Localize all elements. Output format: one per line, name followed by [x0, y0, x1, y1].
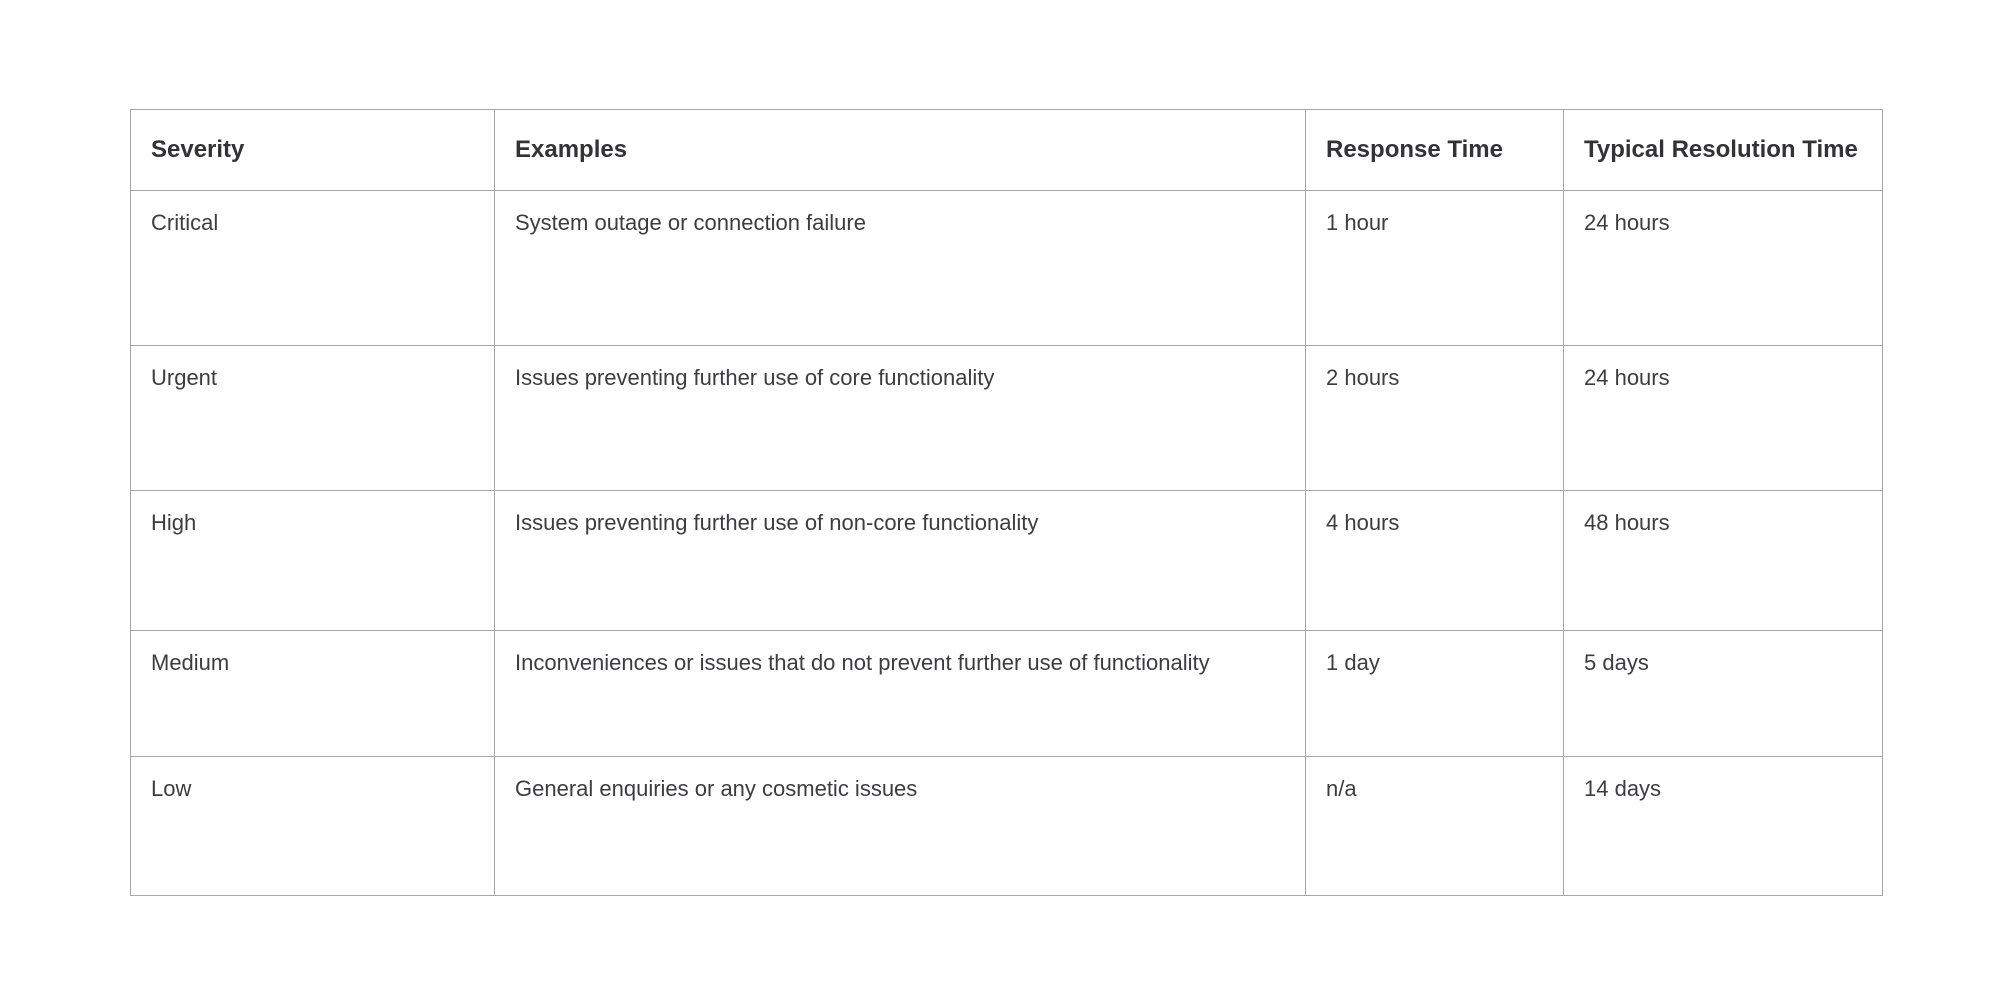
- examples-cell: Inconveniences or issues that do not prevent further use of functionality: [495, 631, 1306, 757]
- severity-table-container: [130, 109, 1882, 896]
- severity-cell: Medium: [131, 631, 495, 757]
- table-body: [131, 191, 1883, 896]
- table-row: [131, 191, 1883, 346]
- header-row: [131, 110, 1883, 191]
- table-header: [131, 110, 1883, 191]
- severity-cell: Urgent: [131, 346, 495, 491]
- resolution-time-cell: 5 days: [1564, 631, 1883, 757]
- examples-cell: System outage or connection failure: [495, 191, 1306, 346]
- response-time-cell: 1 day: [1306, 631, 1564, 757]
- table-row: [131, 491, 1883, 631]
- header-resolution-time: Typical Resolution Time: [1564, 110, 1883, 191]
- resolution-time-cell: 24 hours: [1564, 346, 1883, 491]
- table-row: [131, 757, 1883, 896]
- examples-cell: Issues preventing further use of core functionality: [495, 346, 1306, 491]
- resolution-time-cell: 24 hours: [1564, 191, 1883, 346]
- response-time-cell: n/a: [1306, 757, 1564, 896]
- resolution-time-cell: 14 days: [1564, 757, 1883, 896]
- examples-cell: Issues preventing further use of non-core functionality: [495, 491, 1306, 631]
- severity-cell: Critical: [131, 191, 495, 346]
- response-time-cell: 4 hours: [1306, 491, 1564, 631]
- response-time-cell: 1 hour: [1306, 191, 1564, 346]
- examples-cell: General enquiries or any cosmetic issues: [495, 757, 1306, 896]
- header-severity: Severity: [131, 110, 495, 191]
- severity-table: [130, 109, 1883, 896]
- header-response-time: Response Time: [1306, 110, 1564, 191]
- table-row: [131, 631, 1883, 757]
- severity-cell: Low: [131, 757, 495, 896]
- response-time-cell: 2 hours: [1306, 346, 1564, 491]
- resolution-time-cell: 48 hours: [1564, 491, 1883, 631]
- table-row: [131, 346, 1883, 491]
- severity-cell: High: [131, 491, 495, 631]
- header-examples: Examples: [495, 110, 1306, 191]
